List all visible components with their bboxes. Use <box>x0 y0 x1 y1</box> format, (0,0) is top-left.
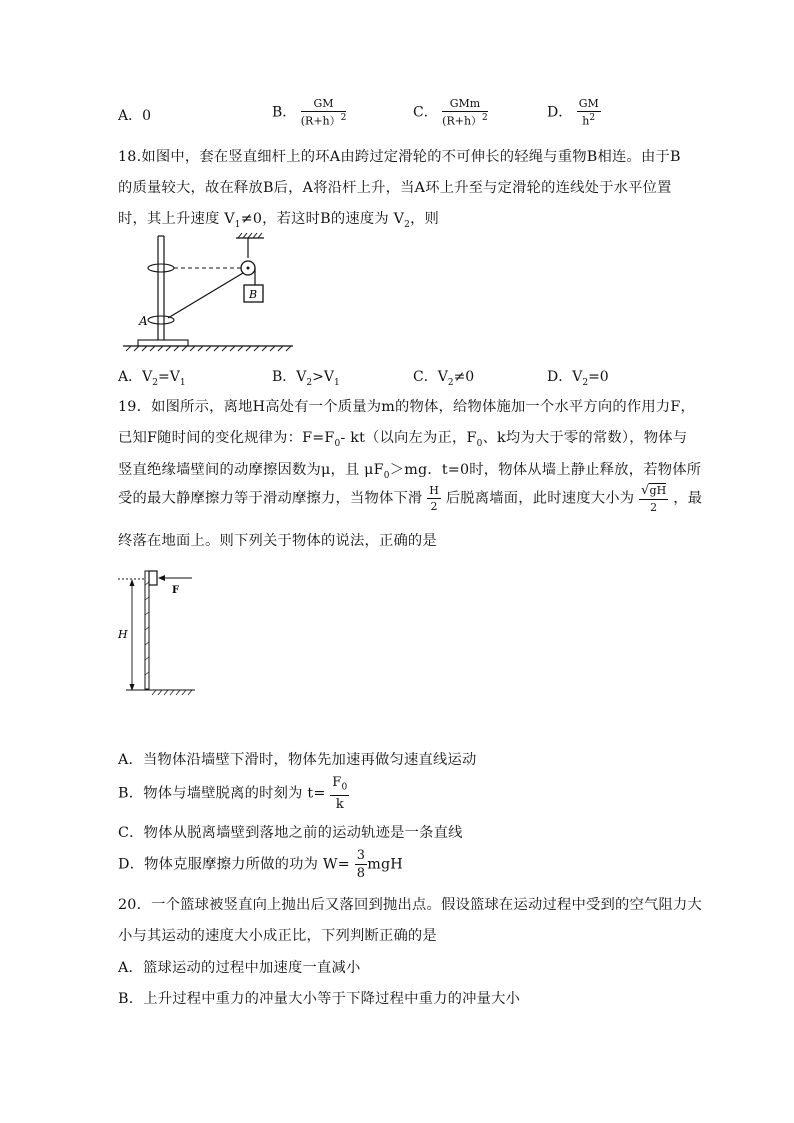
q17-option-d-fraction: $\frac{GM}{h^2}$ <box>578 97 599 128</box>
q18-line-1: 18.如图中，套在竖直细杆上的环A由跨过定滑轮的不可伸长的轻绳与重物B相连。由于B <box>118 149 681 165</box>
q18-line-2: 的质量较大，故在释放B后，A将沿杆上升，当A环上升至与定滑轮的连线处于水平位置 <box>118 180 672 196</box>
q17-option-c: C． $\frac{\text{GMm}}{(R+h)^2}$ <box>413 97 488 128</box>
q18-option-b: B．$V_2>V_1$ <box>272 369 340 388</box>
q19-f0-over-k: $\frac{F_0}{k}$ <box>332 775 348 812</box>
q19-block <box>149 571 157 585</box>
q19-h-over-2: $\frac{H}{2}$ <box>429 484 439 513</box>
q19-line-3: 竖直绝缘墙壁间的动摩擦因数为μ，且 $\mu F_0>mg$．t=0时，物体从墙上静止释放，若物体所 <box>118 462 702 481</box>
q20-line-2: 小与其运动的速度大小成正比，下列判断正确的是 <box>118 928 437 944</box>
q19-line-5: 终落在地面上。则下列关于物体的说法，正确的是 <box>118 533 437 549</box>
q19-option-d: D．物体克服摩擦力所做的功为 W= $\frac{3}{8}$ mgH <box>118 848 403 881</box>
q19-three-eighths: $\frac{3}{8}$ <box>356 848 366 881</box>
q17-option-c-fraction: $\frac{\text{GMm}}{(R+h)^2}$ <box>442 97 488 128</box>
q19-wall-figure <box>110 565 220 700</box>
q17-option-d: D． $\frac{GM}{h^2}$ <box>547 97 599 128</box>
q19-option-b: B．物体与墙壁脱离的时刻为 t= $\frac{F_0}{k}$ <box>118 775 348 812</box>
q19-option-a: A．当物体沿墙壁下滑时，物体先加速再做匀速直线运动 <box>118 752 477 768</box>
q18-option-d: D．$V_2=0$ <box>547 369 609 388</box>
q19-line-4: 受的最大静摩擦力等于滑动摩擦力，当物体下滑 $\frac{H}{2}$ 后脱离墙面，此时速度大小为 $\frac{√gH}{2}$ ，最 <box>118 483 703 514</box>
q19-fig-label-f: F <box>172 585 180 596</box>
q18-pulley-figure <box>118 228 318 358</box>
q19-fig-label-h: H <box>118 628 128 641</box>
q18-fig-label-a: A <box>139 314 148 328</box>
q19-line-1: 19．如图所示，离地H高处有一个质量为m的物体，给物体施加一个水平方向的作用力F， <box>118 399 696 415</box>
q18-fig-label-b: B <box>249 288 258 301</box>
q19-speed-fraction: $\frac{√gH}{2}$ <box>640 483 667 514</box>
q19-option-c: C．物体从脱离墙壁到落地之前的运动轨迹是一条直线 <box>118 825 463 841</box>
q17-option-b-fraction: $\frac{GM}{(R+h)^2}$ <box>300 97 347 128</box>
q20-option-a: A．篮球运动的过程中加速度一直减小 <box>118 960 361 976</box>
q20-line-1: 20．一个篮球被竖直向上抛出后又落回到抛出点。假设篮球在运动过程中受到的空气阻力大 <box>118 897 702 913</box>
q19-line-2: 已知F随时间的变化规律为：$F=F_0-$ kt（以向左为正，$F_0$、k均为大于零的常数），物体与 <box>118 430 688 449</box>
q18-option-a: A．$V_2=V_1$ <box>118 369 186 388</box>
q18-line-3: 时，其上升速度 $V_1\ne 0$，若这时B的速度为 $V_2$，则 <box>118 211 440 230</box>
q17-option-a: A．0 <box>118 108 152 124</box>
q20-option-b: B．上升过程中重力的冲量大小等于下降过程中重力的冲量大小 <box>118 991 521 1007</box>
q18-option-c: C．$V_2\ne 0$ <box>413 369 475 388</box>
q17-option-b: B． $\frac{GM}{(R+h)^2}$ <box>272 97 347 128</box>
